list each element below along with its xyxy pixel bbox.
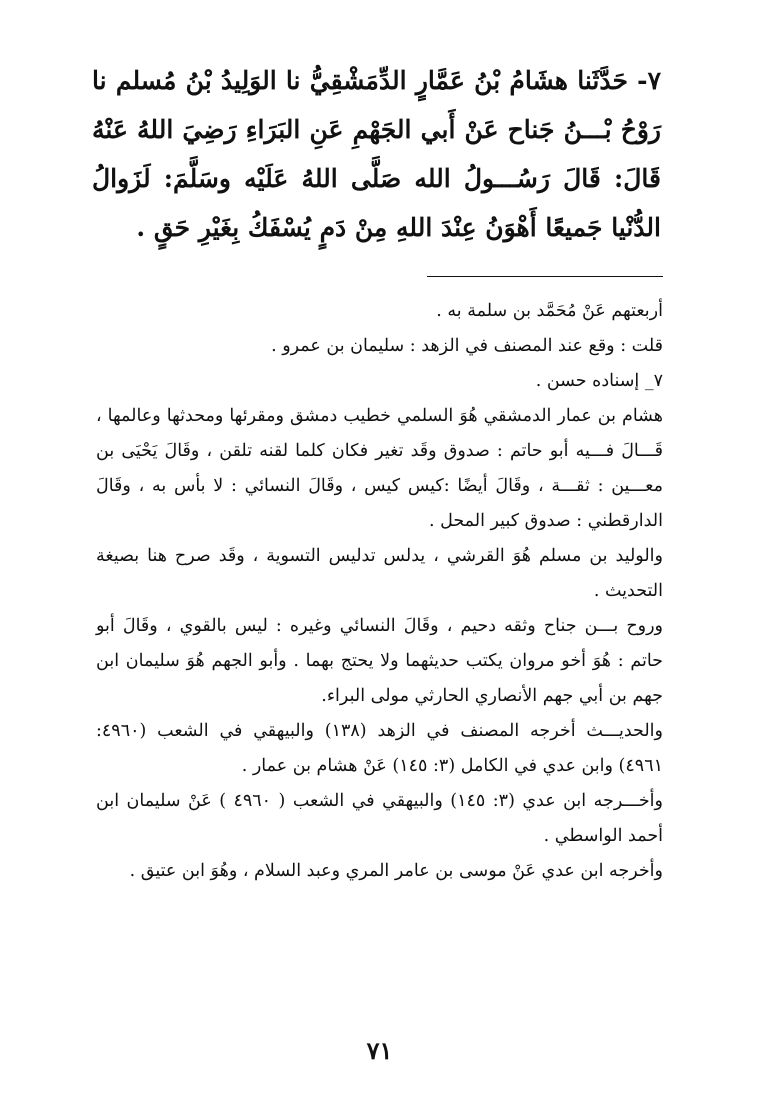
footnote-paragraph: وأخـــرجه ابن عدي (٣: ١٤٥) والبيهقي في الشعب ( ٤٩٦٠ ) عَنْ سليمان ابن أحمد الواسطي . <box>96 791 663 846</box>
footnote-paragraph: ٧_ إسناده حسن . <box>535 371 663 391</box>
hadith-block <box>92 56 661 252</box>
footnote-paragraph: والحديـــث أخرجه المصنف في الزهد (١٣٨) والبيهقي في الشعب (٤٩٦٠: ٤٩٦١) وابن عدي في الكامل (٣: ١٤٥) عَنْ هشام بن عمار . <box>96 721 663 776</box>
footnote-paragraph: والوليد بن مسلم هُوَ القرشي ، يدلس تدليس التسوية ، وقَد صرح هنا بصيغة التحديث . <box>96 546 663 601</box>
footnote-paragraph: وأخرجه ابن عدي عَنْ موسى بن عامر المري وعبد السلام ، وهُوَ ابن عتيق . <box>129 861 663 881</box>
page-number: ٧١ <box>366 1036 393 1065</box>
footnote-paragraph: قلت : وقع عند المصنف في الزهد : سليمان بن عمرو . <box>271 336 663 356</box>
footnote-paragraph: هشام بن عمار الدمشقي هُوَ السلمي خطيب دمشق ومقرئها ومحدثها وعالمها ، قَـــالَ فـــيه أبو حاتم : صدوق وقَد تغير فكان كلما لقنه تلقن ، وقَالَ يَحْيَى بن معـــين : ثقـــة ، وقَالَ أيضًا :كيس كيس ، وقَالَ النسائي : لا بأس به ، وقَالَ الدارقطني : صدوق كبير المحل . <box>96 406 663 531</box>
footnote-paragraph: وروح بـــن جناح وثقه دحيم ، وقَالَ النسائي وغيره : ليس بالقوي ، وقَالَ أبو حاتم : هُوَ أخو مروان يكتب حديثهما ولا يحتج بهما . وأبو الجهم هُوَ سليمان ابن جهم بن أبي جهم الأنصاري الحارثي مولى البراء. <box>96 616 663 706</box>
footnote-separator <box>427 276 663 277</box>
footnotes <box>96 294 663 889</box>
hadith-text: ٧- حَدَّثَنا هشَامُ بْنُ عَمَّارٍ الدِّمَشْقِيُّ نا الوَلِيدُ بْنُ مُسلم نا رَوْحُ بْـــنُ جَناح عَنْ أَبي الجَهْمِ عَنِ البَرَاءِ رَضِيَ اللهُ عَنْهُ قَالَ: قَالَ رَسُـــولُ الله صَلَّى اللهُ عَلَيْه وسَلَّمَ: لَزَوالُ الدُّنْيا جَميعًا أَهْوَنُ عِنْدَ اللهِ مِنْ دَمٍ يُسْفَكُ بِغَيْرِ حَقٍ . <box>92 66 661 242</box>
footnote-paragraph: أربعتهم عَنْ مُحَمَّد بن سلمة به . <box>436 301 663 321</box>
